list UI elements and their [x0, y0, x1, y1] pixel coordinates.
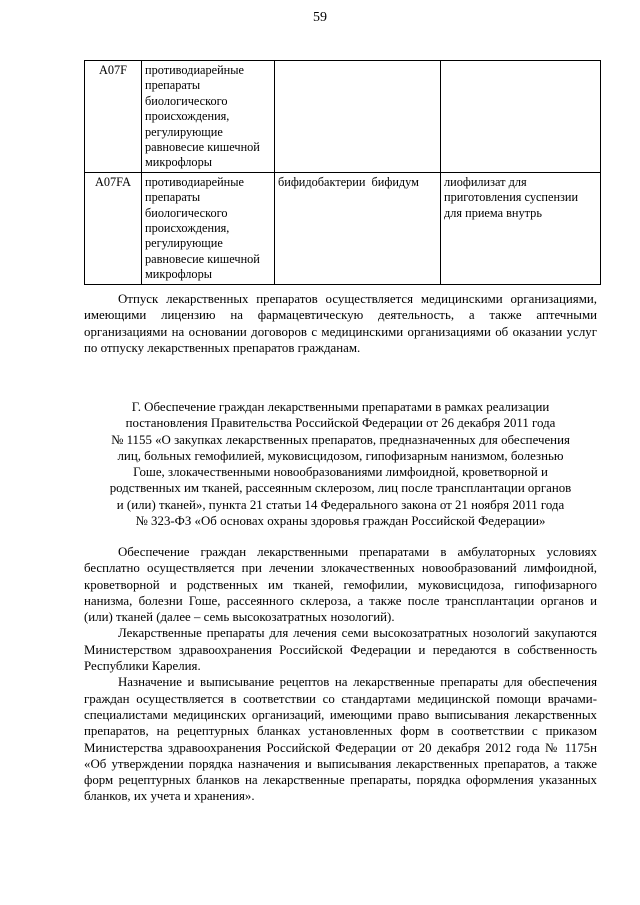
section-heading-line: постановления Правительства Российской Федерации от 26 декабря 2011 года	[125, 416, 556, 431]
dosage-form-cell: лиофилизат для приготовления суспензии для приема внутрь	[441, 172, 601, 284]
table-row	[85, 61, 601, 173]
atc-code-cell: A07FA	[85, 172, 142, 284]
section-heading-line: № 323-ФЗ «Об основах охраны здоровья граждан Российской Федерации»	[135, 514, 546, 529]
drug-name-cell: бифидобактерии бифидум	[275, 172, 441, 284]
section-heading-line: Гоше, злокачественными новообразованиями лимфоидной, кроветворной и	[133, 465, 548, 480]
section-heading-line: № 1155 «О закупках лекарственных препаратов, предназначенных для обеспечения	[111, 432, 570, 447]
provision-section	[84, 544, 597, 805]
section-heading-line: и (или) тканей», пункта 21 статьи 14 Федерального закона от 21 ноября 2011 года	[116, 497, 565, 512]
dosage-form-cell	[441, 61, 601, 173]
dispensing-section	[84, 291, 597, 356]
paragraph-procurement: Лекарственные препараты для лечения семи высокозатратных нозологий закупаются Министерством здравоохранения Российской Федерации и передаются в собственность Республики Карелия.	[84, 626, 597, 674]
drug-name-cell	[275, 61, 441, 173]
atc-drug-table	[84, 60, 601, 285]
anatomical-therapeutic-group-cell: противодиарейные препараты биологического происхождения, регулирующие равновесие кишечной микрофлоры	[142, 61, 275, 173]
anatomical-therapeutic-group-cell: противодиарейные препараты биологического происхождения, регулирующие равновесие кишечной микрофлоры	[142, 172, 275, 284]
section-heading-line: лиц, больных гемофилией, муковисцидозом, гипофизарным нанизмом, болезнью	[117, 448, 564, 463]
page-number: 59	[313, 10, 327, 25]
section-heading-line: родственных им тканей, рассеянным склерозом, лиц после трансплантации органов	[109, 481, 572, 496]
section-heading-line: Г. Обеспечение граждан лекарственными препаратами в рамках реализации	[131, 400, 550, 414]
section-heading	[84, 399, 597, 529]
atc-code-cell: A07F	[85, 61, 142, 173]
paragraph-prescription: Назначение и выписывание рецептов на лекарственные препараты для обеспечения граждан осуществляется в соответствии со стандартами медицинской помощи врачами-специалистами медицинских организаций, имеющими право выписывания лекарственных препаратов, на рецептурных бланках установленных форм в соответствии с приказом Министерства здравоохранения Российской Федерации от 20 декабря 2012 года № 1175н «Об утверждении порядка назначения и выписывания лекарственных препаратов, а также форм рецептурных бланков на лекарственные препараты, порядка оформления указанных бланков, их учета и хранения».	[84, 675, 597, 804]
paragraph-dispensing: Отпуск лекарственных препаратов осуществляется медицинскими организациями, имеющими лицензию на фармацевтическую деятельность, а также аптечными организациями на основании договоров с медицинскими организациями об оказании услуг по отпуску лекарственных препаратов гражданам.	[84, 292, 597, 355]
paragraph-provision: Обеспечение граждан лекарственными препаратами в амбулаторных условиях бесплатно осуществляется при лечении злокачественных новообразований лимфоидной, кроветворной и родственных им тканей, гемофилии, муковисцидоза, гипофизарного нанизма, болезни Гоше, рассеянного склероза, а также после трансплантации органов и (или) тканей (далее – семь высокозатратных нозологий).	[84, 545, 597, 625]
table-row	[85, 172, 601, 284]
